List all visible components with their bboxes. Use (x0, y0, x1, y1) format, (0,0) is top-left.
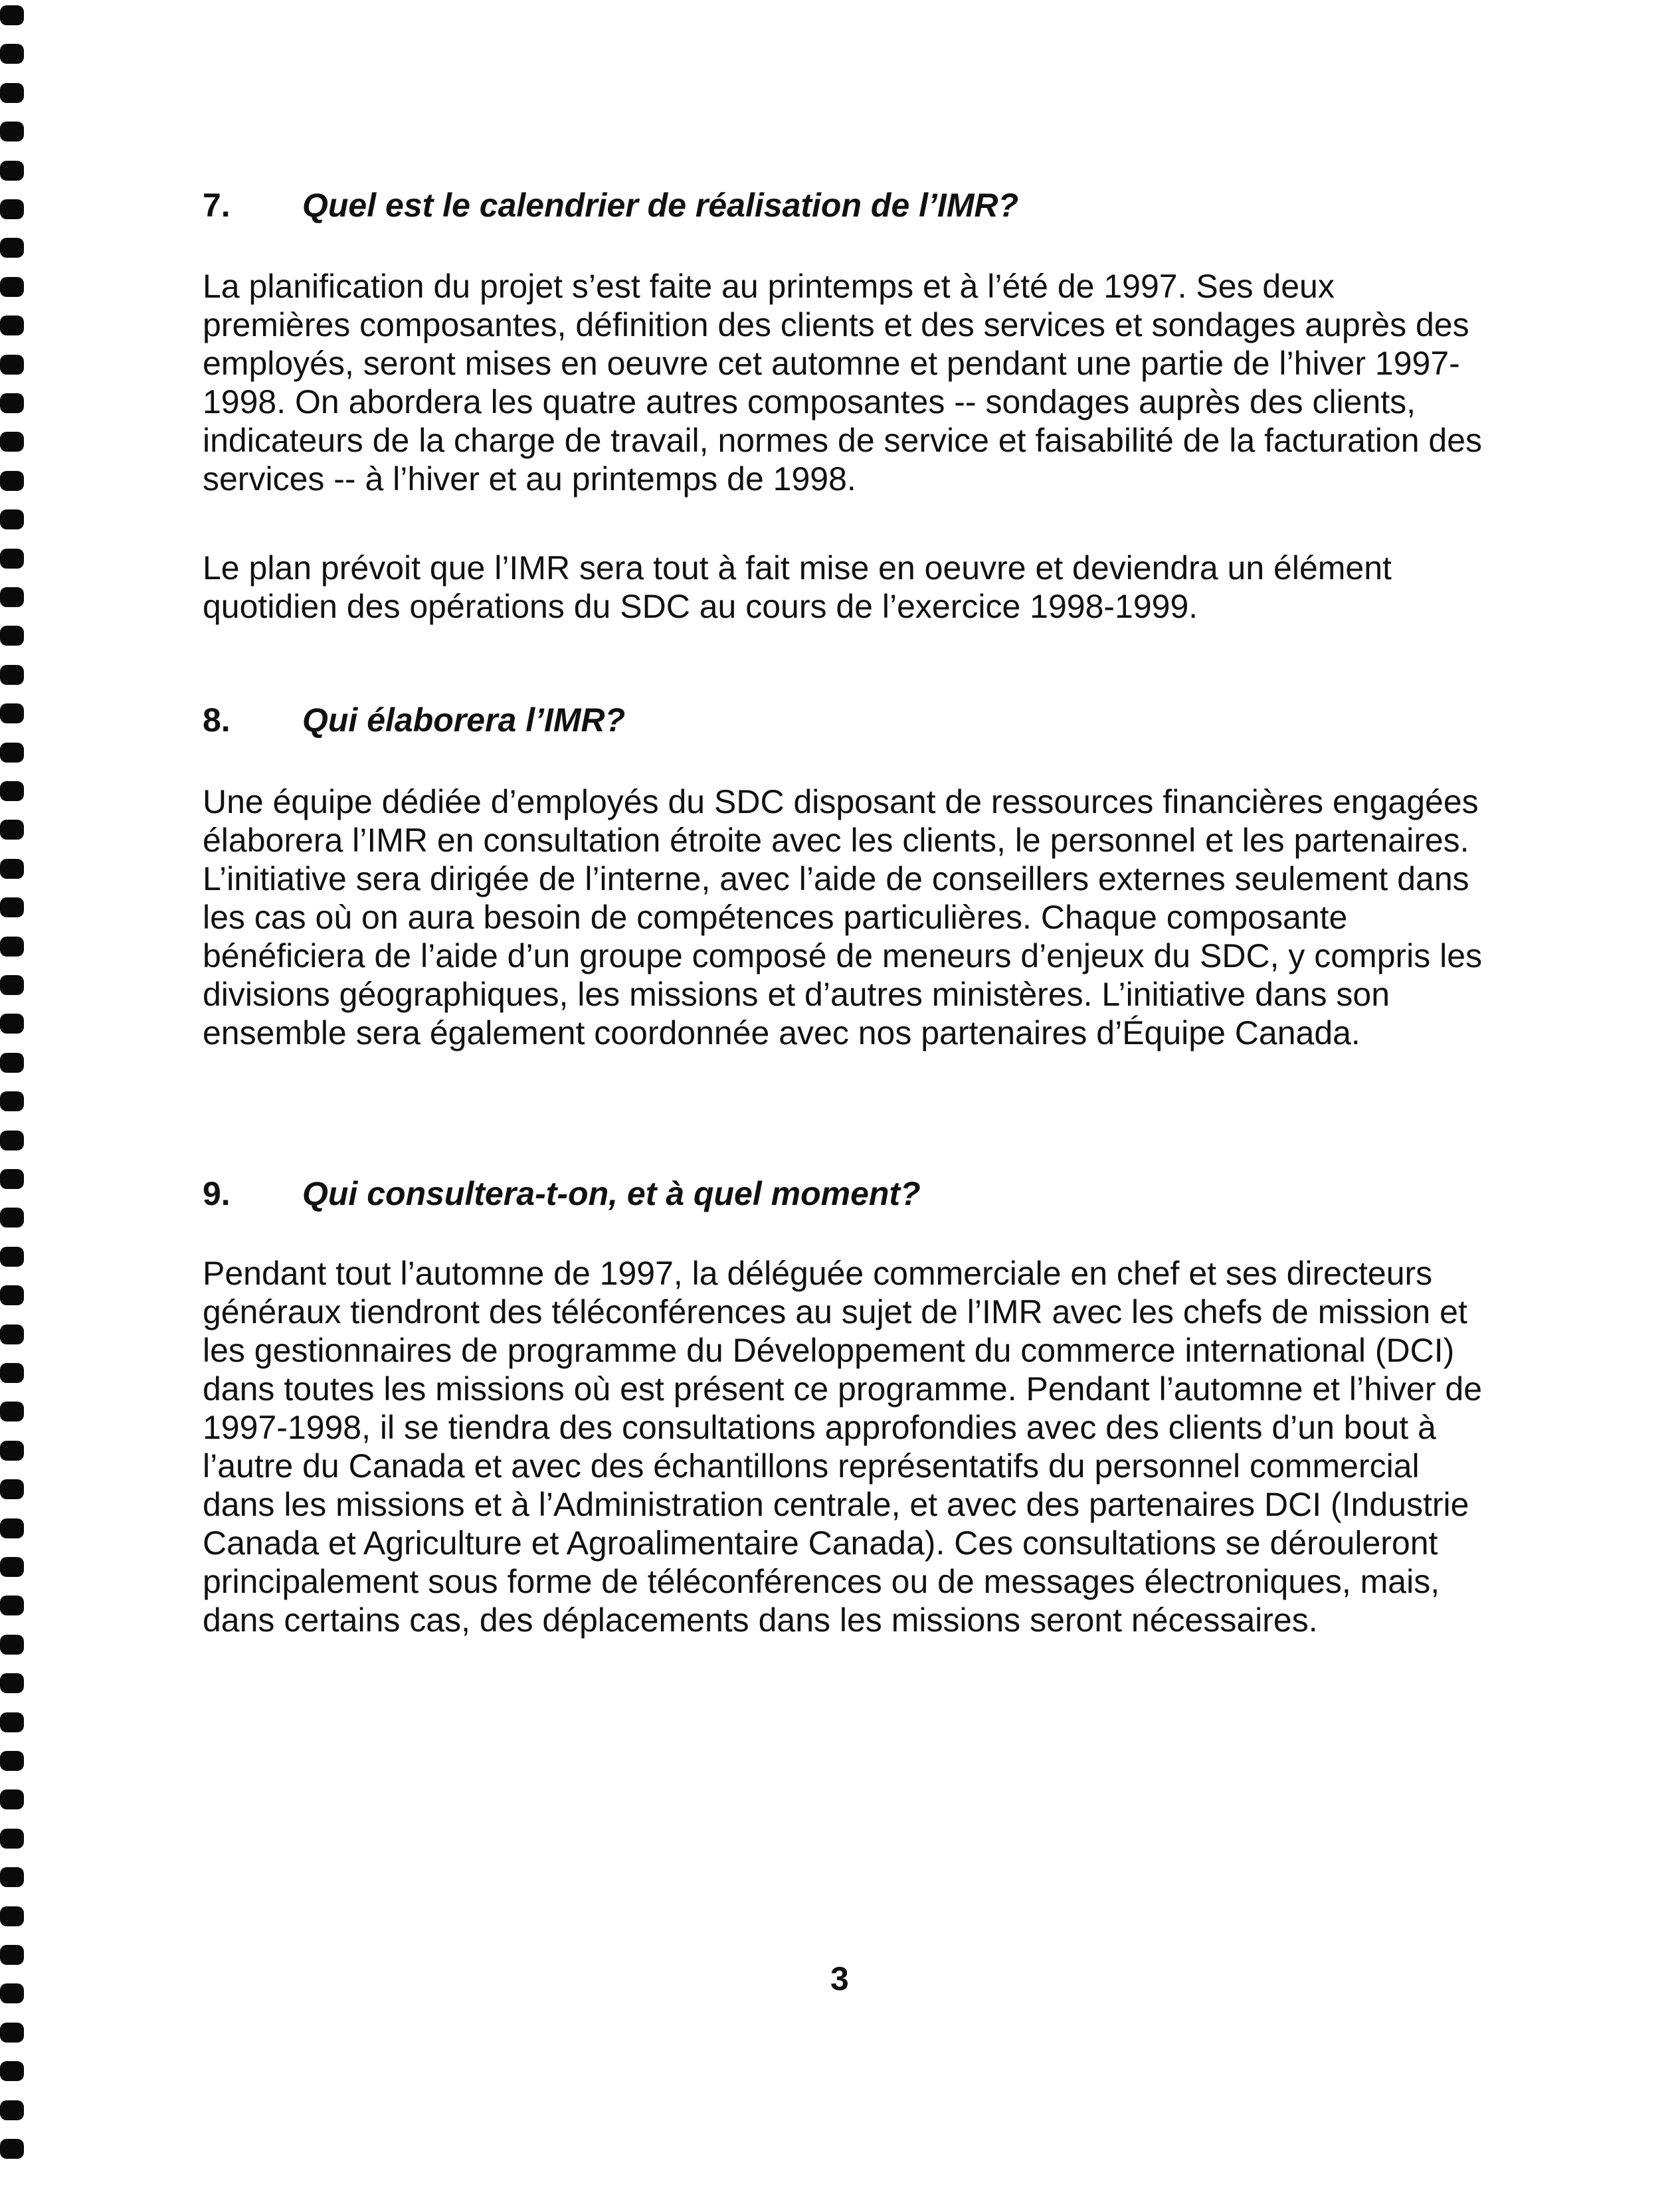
section-question: Quel est le calendrier de réalisation de l’IMR? (302, 187, 1019, 224)
binding-hole (0, 355, 24, 375)
binding-hole (0, 743, 24, 763)
binding-hole (0, 1014, 24, 1034)
page-number: 3 (830, 1960, 849, 1997)
section-8-heading (203, 701, 625, 739)
binding-hole (0, 975, 24, 995)
section-9-heading (203, 1174, 921, 1213)
binding-hole (0, 1402, 24, 1421)
binding-hole (0, 1829, 24, 1849)
binding-hole (0, 432, 24, 452)
binding-hole (0, 665, 24, 685)
binding-hole (0, 316, 24, 335)
binding-hole (0, 161, 24, 181)
binding-hole (0, 393, 24, 413)
binding-hole (0, 1131, 24, 1150)
binding-hole (0, 199, 24, 219)
section-number: 8. (203, 701, 231, 739)
binding-hole (0, 2061, 24, 2081)
binding-hole (0, 1363, 24, 1383)
section-8-paragraph-1: Une équipe dédiée d’employés du SDC disposant de ressources financières engagées élaborera l’IMR en consultation étroite avec les clients, le personnel et les partenaires. L’initiative sera dirigée de l’interne, avec l’aide de conseillers externes seulement dans les cas où on aura besoin de compétences particulières. Chaque composante bénéficiera de l’aide d’un groupe composé de meneurs d’enjeux du SDC, y compris les divisions géographiques, les missions et d’autres ministères. L’initiative dans son ensemble sera également coordonnée avec nos partenaires d’Équipe Canada. (203, 783, 1483, 1051)
binding-hole (0, 626, 24, 646)
binding-hole (0, 1053, 24, 1073)
section-question: Qui élaborera l’IMR? (302, 701, 626, 739)
binding-hole (0, 44, 24, 64)
binding-hole (0, 1479, 24, 1499)
binding-hole (0, 1208, 24, 1228)
binding-hole (0, 1712, 24, 1732)
section-number: 9. (203, 1175, 231, 1212)
binding-hole (0, 1673, 24, 1693)
binding-hole (0, 1285, 24, 1305)
binding-hole (0, 820, 24, 840)
binding-hole (0, 1441, 24, 1461)
section-7-paragraph-1: La planification du projet s’est faite au printemps et à l’été de 1997. Ses deux premières composantes, définition des clients et des services et sondages auprès des employés, seront mises en oeuvre cet automne et pendant une partie de l’hiver 1997-1998. On abordera les quatre autres composantes -- sondages auprès des clients, indicateurs de la charge de travail, normes de service et faisabilité de la facturation des services -- à l’hiver et au printemps de 1998. (203, 268, 1483, 498)
binding-hole (0, 1983, 24, 2003)
section-7-heading (203, 186, 1018, 225)
binding-hole (0, 1518, 24, 1538)
binding-hole (0, 509, 24, 529)
section-number: 7. (203, 187, 231, 224)
binding-hole (0, 2139, 24, 2159)
binding-hole (0, 1867, 24, 1887)
binding-hole (0, 781, 24, 801)
binding-hole (0, 1557, 24, 1577)
binding-hole (0, 83, 24, 103)
binding-hole (0, 5, 24, 25)
binding-hole (0, 1091, 24, 1111)
binding-hole (0, 1324, 24, 1344)
section-9-paragraph-1: Pendant tout l’automne de 1997, la déléguée commerciale en chef et ses directeurs généraux tiendront des téléconférences au sujet de l’IMR avec les chefs de mission et les gestionnaires de programme du Développement du commerce international (DCI) dans toutes les missions où est présent ce programme. Pendant l’automne et l’hiver de 1997-1998, il se tiendra des consultations approfondies avec des clients d’un bout à l’autre du Canada et avec des échantillons représentatifs du personnel commercial dans les missions et à l’Administration centrale, et avec des partenaires DCI (Industrie Canada et Agriculture et Agroalimentaire Canada). Ces consultations se dérouleront principalement sous forme de téléconférences ou de messages électroniques, mais, dans certains cas, des déplacements dans les missions seront nécessaires. (203, 1255, 1483, 1639)
binding-hole (0, 587, 24, 607)
binding-hole (0, 122, 24, 141)
binding-hole (0, 549, 24, 569)
binding-hole (0, 859, 24, 879)
binding-hole (0, 1751, 24, 1771)
section-7-paragraph-2: Le plan prévoit que l’IMR sera tout à fait mise en oeuvre et deviendra un élément quotidien des opérations du SDC au cours de l’exercice 1998-1999. (203, 549, 1392, 625)
binding-hole (0, 1169, 24, 1189)
binding-hole (0, 937, 24, 957)
binding-hole (0, 1247, 24, 1267)
binding-hole (0, 471, 24, 491)
binding-hole (0, 1635, 24, 1655)
binding-holes (0, 0, 27, 2192)
binding-hole (0, 1596, 24, 1615)
binding-hole (0, 703, 24, 723)
binding-hole (0, 238, 24, 258)
binding-hole (0, 277, 24, 297)
binding-hole (0, 2100, 24, 2120)
section-question: Qui consultera-t-on, et à quel moment? (302, 1175, 921, 1212)
binding-hole (0, 2023, 24, 2043)
binding-hole (0, 1906, 24, 1926)
binding-hole (0, 1789, 24, 1809)
binding-hole (0, 1945, 24, 1965)
binding-hole (0, 897, 24, 917)
